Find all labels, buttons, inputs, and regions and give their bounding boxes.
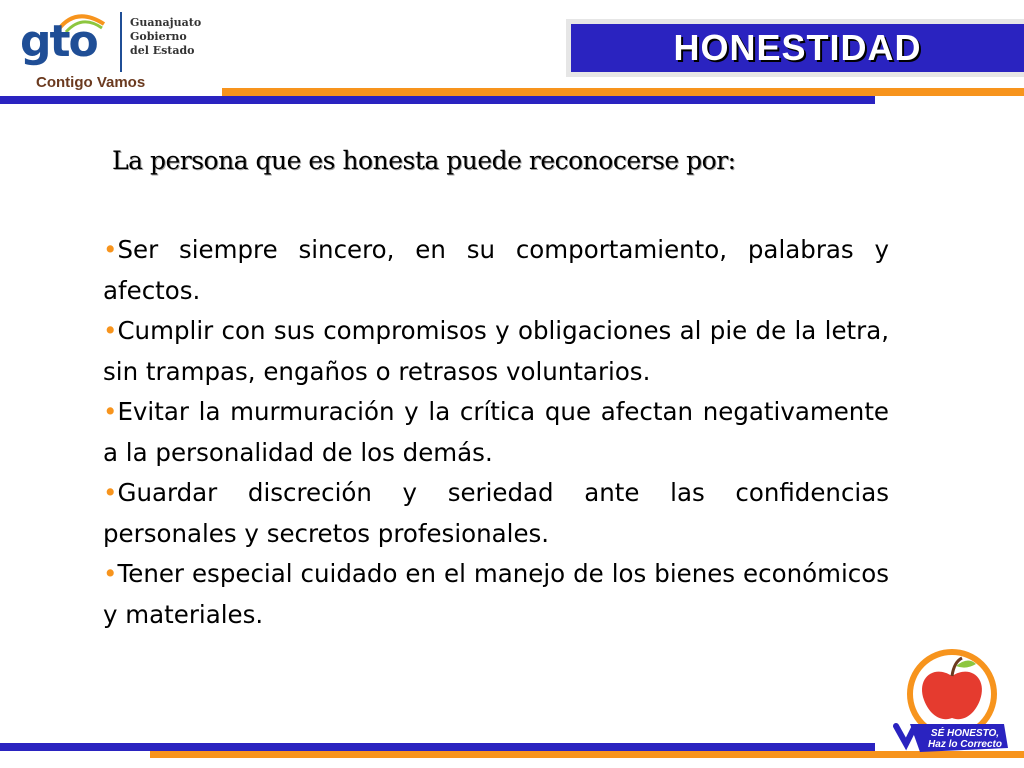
badge-line-1: SÉ HONESTO,: [930, 728, 1000, 739]
title-band: [571, 24, 1024, 72]
gov-line-2: Gobierno: [130, 30, 187, 43]
slide-subtitle: La persona que es honesta puede reconocerse por:: [112, 146, 736, 175]
bullet-item: • Evitar la murmuración y la crítica que afectan negativamente a la personalidad de los demás.: [103, 392, 889, 473]
gov-line-3: del Estado: [130, 44, 195, 57]
bullet-item: • Tener especial cuidado en el manejo de los bienes económicos y materiales.: [103, 554, 889, 635]
se-honesto-badge: [880, 648, 1010, 756]
footer-stripe-blue: [0, 743, 875, 751]
title-box: [566, 19, 1024, 77]
slide-title: HONESTIDAD: [673, 27, 922, 68]
logo-divider: [120, 12, 122, 72]
header-stripe-blue: [0, 96, 875, 104]
logo-wordmark: gto: [20, 16, 97, 67]
bullet-item: • Ser siempre sincero, en su comportamiento, palabras y afectos.: [103, 230, 889, 311]
header-stripe-orange: [222, 88, 1024, 96]
gto-logo: [20, 6, 220, 96]
badge-caption: [920, 728, 1010, 750]
tagline: Contigo Vamos: [36, 74, 146, 91]
government-name: [130, 16, 201, 58]
bullet-item: • Cumplir con sus compromisos y obligaciones al pie de la letra, sin trampas, engaños o retrasos voluntarios.: [103, 311, 889, 392]
bullet-list: [103, 230, 889, 635]
bullet-item: • Guardar discreción y seriedad ante las confidencias personales y secretos profesionales.: [103, 473, 889, 554]
badge-line-2: Haz lo Correcto: [928, 739, 1002, 750]
gov-line-1: Guanajuato: [130, 16, 202, 29]
